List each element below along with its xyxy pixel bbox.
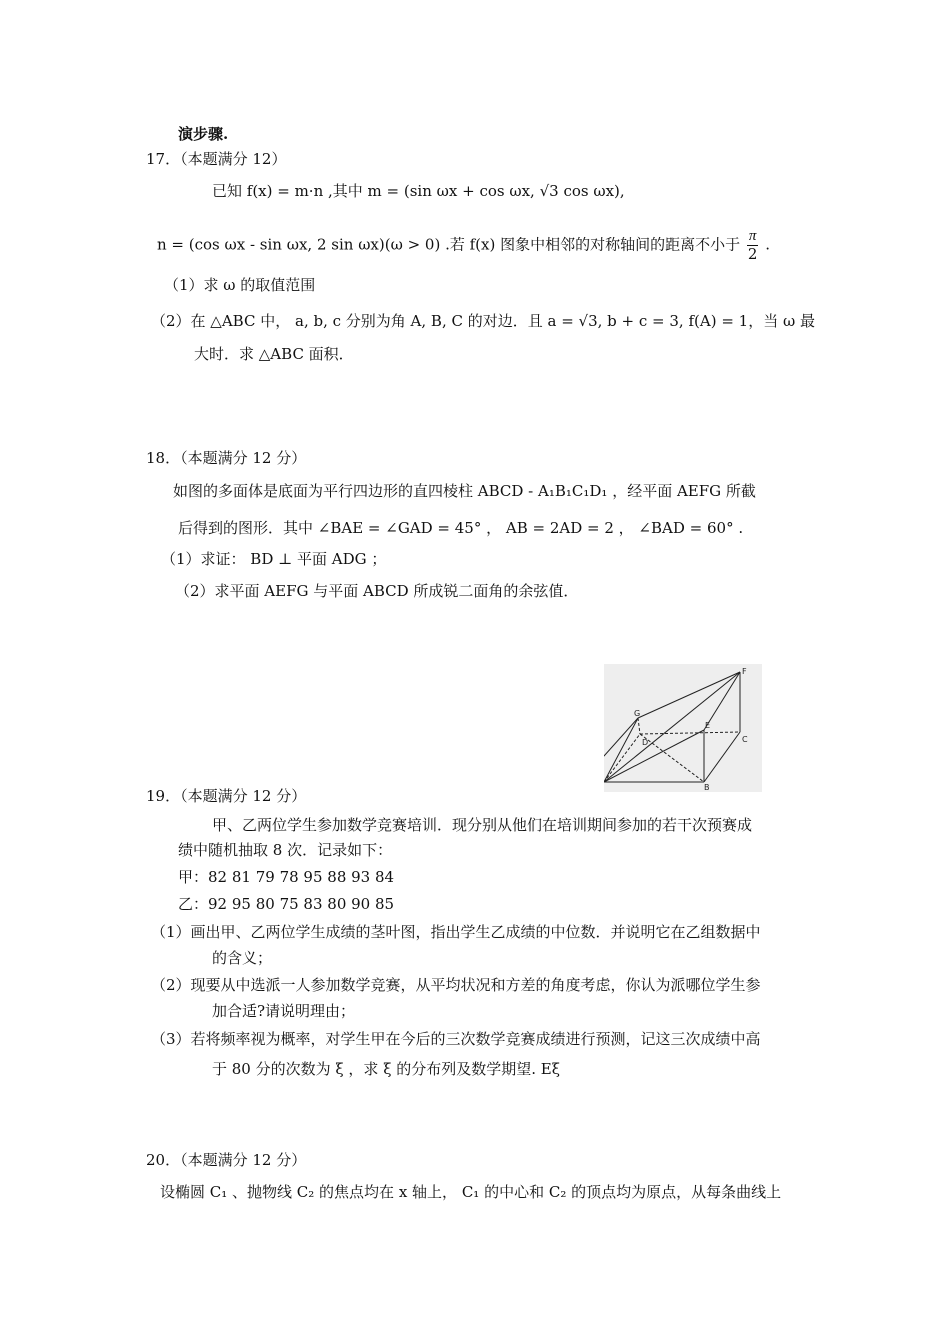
q17-line-2-end: .	[765, 235, 770, 254]
q19-subq-3-line-1: （3）若将频率视为概率，对学生甲在今后的三次数学竞赛成绩进行预测，记这三次成绩中高	[151, 1030, 761, 1048]
q17-line-2-text: n = (cos ωx - sin ωx, 2 sin ωx)(ω > 0) .若 f(x) 图象中相邻的对称轴间的距离不小于	[157, 235, 741, 254]
label-D: D	[642, 738, 649, 747]
edge-AE	[604, 730, 704, 782]
fraction-denominator: 2	[747, 245, 758, 263]
q19-subq-2-line-1: （2）现要从中选派一人参加数学竞赛，从平均状况和方差的角度考虑，你认为派哪位学生参	[151, 976, 761, 994]
pi-over-2-fraction	[747, 228, 759, 263]
q20-line-1: 设椭圆 C₁ 、抛物线 C₂ 的焦点均在 x 轴上， C₁ 的中心和 C₂ 的顶点均为原点，从每条曲线上	[160, 1183, 782, 1201]
edge-AD	[604, 734, 640, 782]
polyhedron-diagram	[604, 664, 762, 792]
edge-DC	[640, 732, 740, 734]
edge-GF	[638, 672, 740, 718]
q18-subq-1: （1）求证： BD ⊥ 平面 ADG ；	[161, 550, 387, 568]
q18-line-2: 后得到的图形．其中 ∠BAE = ∠GAD = 45° ， AB = 2AD = 2 ， ∠BAD = 60° .	[178, 519, 744, 537]
label-F: F	[742, 667, 747, 676]
edge-AF	[604, 672, 740, 782]
q19-subq-1-line-2: 的含义；	[212, 949, 273, 967]
q17-line-1: 已知 f(x) = m·n ,其中 m = (sin ωx + cos ωx, √3 cos ωx),	[212, 182, 625, 200]
q17-line-2	[157, 228, 770, 263]
q19-subq-3-line-2: 于 80 分的次数为 ξ ，求 ξ 的分布列及数学期望. Eξ	[212, 1060, 560, 1078]
q19-subq-1-line-1: （1）画出甲、乙两位学生成绩的茎叶图，指出学生乙成绩的中位数．并说明它在乙组数据中	[151, 923, 761, 941]
q17-subq-2-line-2: 大时．求 △ABC 面积．	[194, 345, 354, 363]
q18-line-1: 如图的多面体是底面为平行四边形的直四棱柱 ABCD - A₁B₁C₁D₁ ，经平面 AEFG 所截	[173, 482, 756, 500]
q19-line-1: 甲、乙两位学生参加数学竞赛培训．现分别从他们在培训期间参加的若干次预赛成	[212, 816, 753, 834]
text-line-step: 演步骤.	[178, 125, 229, 143]
label-E: E	[705, 721, 711, 730]
label-G: G	[634, 709, 641, 718]
label-B: B	[704, 783, 710, 792]
q18-subq-2: （2）求平面 AEFG 与平面 ABCD 所成锐二面角的余弦值．	[175, 582, 579, 600]
polyhedron-figure	[604, 664, 762, 792]
fraction-numerator: π	[748, 228, 757, 244]
q19-heading: 19．（本题满分 12 分）	[146, 787, 307, 805]
q19-line-2: 绩中随机抽取 8 次．记录如下：	[178, 841, 393, 859]
q17-subq-1: （1）求 ω 的取值范围	[164, 276, 316, 294]
q18-heading: 18．（本题满分 12 分）	[146, 449, 307, 467]
q17-heading: 17．（本题满分 12）	[146, 150, 287, 168]
label-C: C	[742, 735, 748, 744]
q20-heading: 20．（本题满分 12 分）	[146, 1151, 307, 1169]
q19-subq-2-line-2: 加合适?请说明理由；	[212, 1002, 356, 1020]
q17-subq-2-line-1: （2）在 △ABC 中， a, b, c 分别为角 A, B, C 的对边．且 a = √3, b + c = 3, f(A) = 1，当 ω 最	[151, 312, 815, 330]
edge-GD	[638, 718, 640, 734]
q19-scores-yi: 乙：92 95 80 75 83 80 90 85	[178, 895, 395, 913]
q19-scores-jia: 甲：82 81 79 78 95 88 93 84	[178, 868, 395, 886]
edge-BC	[704, 732, 740, 782]
